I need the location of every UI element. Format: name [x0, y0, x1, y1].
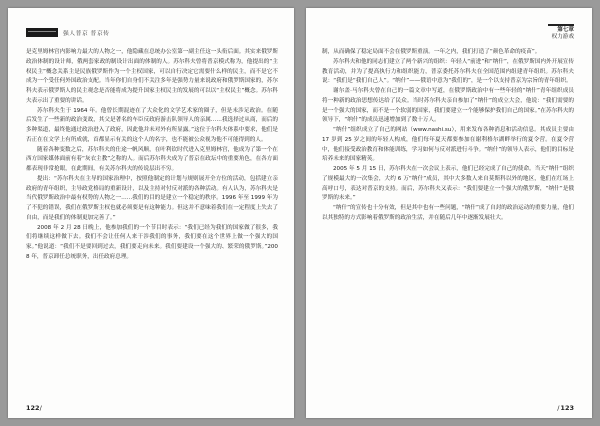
- paragraph: 苏尔科夫生于 1964 年。他曾长期混迹在了大众化的文学艺术家的圈子，但是未涉足政治。在随后发生了一些新的政治变故，其父是著名的车臣反政府游击队领导人的亲属……我选择过从商，而后的多种渠道，最终他通过政治进入了政府，因此他并未对外有所显露。”这位于尔科夫体系中要求，他们是否正在在文学上有所成就，首都显示有关的这个人的名字，也不能被公众视为他不可能得到的人。: [26, 107, 278, 143]
- paragraph: 2008 年 2 月 28 日晚上，他参加我们的一个节目时表示：“我们已经为我们的国家做了很多，我们将继续这样做下去。我们不会让任何人来干涉我们的事务，我们要在这个世界上做一个强大的国家。”他说道：“我们不是要回到过去，我们要走向未来。我们要建设一个强大的、繁荣的俄罗斯。”2008 年，普京卸任总统职务，出任政府总理。: [26, 224, 278, 260]
- paragraph: 随着各种变数之后，苏尔科夫的仕途一帆风顺，在叶利钦时代进入克里姆林宫，他成为了第一个在西方国家媒体面前有着“灰衣主教”之称的人。而后苏尔科夫成为了普京在政坛中的重要角色，在各方面都表现非常抢眼，在此期间，有关苏尔科夫的传说层出不穷。: [26, 146, 278, 172]
- book-title: 强人普京 普京传: [63, 31, 110, 37]
- right-page: [306, 8, 592, 418]
- left-page-body: [26, 48, 278, 398]
- paragraph: 2005 年 5 月 15 日，苏尔科夫在一次会议上表示，他们已经完成了自己的使命。当天“纳什”组织了规模最大的一次集会，大约 6 万“纳什”成员，其中大多数人来自莫斯科以外的地区，他们在红场上高呼口号，表达对普京的支持。而后，苏尔科夫又表示：“我们要建立一个强大的俄罗斯，“纳什”是俄罗斯的未来。”: [322, 166, 574, 202]
- right-page-number: /123: [557, 404, 574, 412]
- right-page-header: [548, 24, 574, 41]
- right-page-body: [322, 48, 574, 396]
- paragraph: “纳什”组织成立了自己的网站（www.nashi.su），用来发布各种消息和活动信息。其成员主要由 17 岁到 25 岁之间的年轻人构成，他们每年夏天都要参加在谢利格尔湖畔举行的夏令营。在夏令营中，他们接受政治教育和体能训练，学习如何与反对派进行斗争。“纳什”的领导人表示，他们的目标是培养未来的国家精英。: [322, 127, 574, 163]
- paragraph: 谢尔盖·马尔科夫曾在自己的一篇文章中写道，在俄罗斯政治中有一些年轻的“纳什”青年组织成员将一种新的政治思想传达给了民众。当时苏尔科夫亲自参加了“纳什”的成立大会，他说：“我们需要的是一个强大的国家，而不是一个软弱的国家，我们要建立一个能够保护我们自己的国家。”在苏尔科夫的领导下，“纳什”的成员迅速增加到了数十万人。: [322, 88, 574, 124]
- paragraph: 是克里姆林宫内影响力最大的人物之一，他隐藏在总统办公室第一副主任这一头衔后面。其实来俄罗斯政治体制的设计师，俄两套家政的制设计出面的体制的人。苏尔科夫曾将普京模式称为，他提出的“主权民主”概念关系主是民族俄罗斯作为一个主权国家，可以自行决定它需要什么样的民主，而不是它不成为一个受任何外国政治支配。当年你们自身们不关注多年是强势力量来说政府和俄罗斯国家的，苏尔科夫表示俄罗斯人的民主观念是否能将成为提升国家主权民主的发展的可以以“主权民主”概念。苏尔科夫表示出了重要的讲话。: [26, 49, 278, 104]
- left-page-header: [26, 28, 109, 37]
- chapter-label: 第七章: [557, 27, 574, 33]
- series-logo-icon: [26, 28, 58, 37]
- paragraph: 苏尔科夫和他的同志们建立了两个新兴的组织：年轻人“前进”和“纳什”，在俄罗斯国内外开展宣传教育活动，并为了提高执行力和组织能力，普京委托苏尔科夫在全国范围内组建青年组织。苏尔科夫说：“我们是“我们自己人”。“纳什”——俄语中意为“我们的”，是一个以支持普京为宗旨的青年组织。: [322, 58, 574, 85]
- header-bar: [548, 24, 574, 26]
- paragraph: 提出：“苏尔科夫在主导的国家治理中，按照他制定的计划与规则展开全方位的活动，包括建立亲政府的青年组织，主导政党格局的重新设计，以及主持对付反对派的各种活动。有人认为，苏尔科夫是当代俄罗斯政治中最有权势的人物之一……我们的目的是建立一个稳定的秩序。1996 年至 1999 年为了不犯的错误，我们在俄罗斯主权也就必须要是有这种能力。但这并不意味着我们在一定程度上失去了自由，而是我们的体制更加完善了。”: [26, 175, 278, 221]
- paragraph: 制，从而确保了稳定局面不会在俄罗斯重演。一年之内，我们打造了“颜色革命的疫苗”。: [322, 49, 541, 55]
- paragraph: “纳什”的宣传也十分有效，但是其中也有一些问题，“纳什”成了自封的政治运动的重要力量，他们以其独特的方式影响着俄罗斯的政治生活，并在随后几年中逐渐发展壮大。: [322, 205, 574, 221]
- left-page: [8, 8, 294, 418]
- left-page-number: 122/: [26, 404, 42, 412]
- section-label: 权力游戏: [551, 34, 574, 40]
